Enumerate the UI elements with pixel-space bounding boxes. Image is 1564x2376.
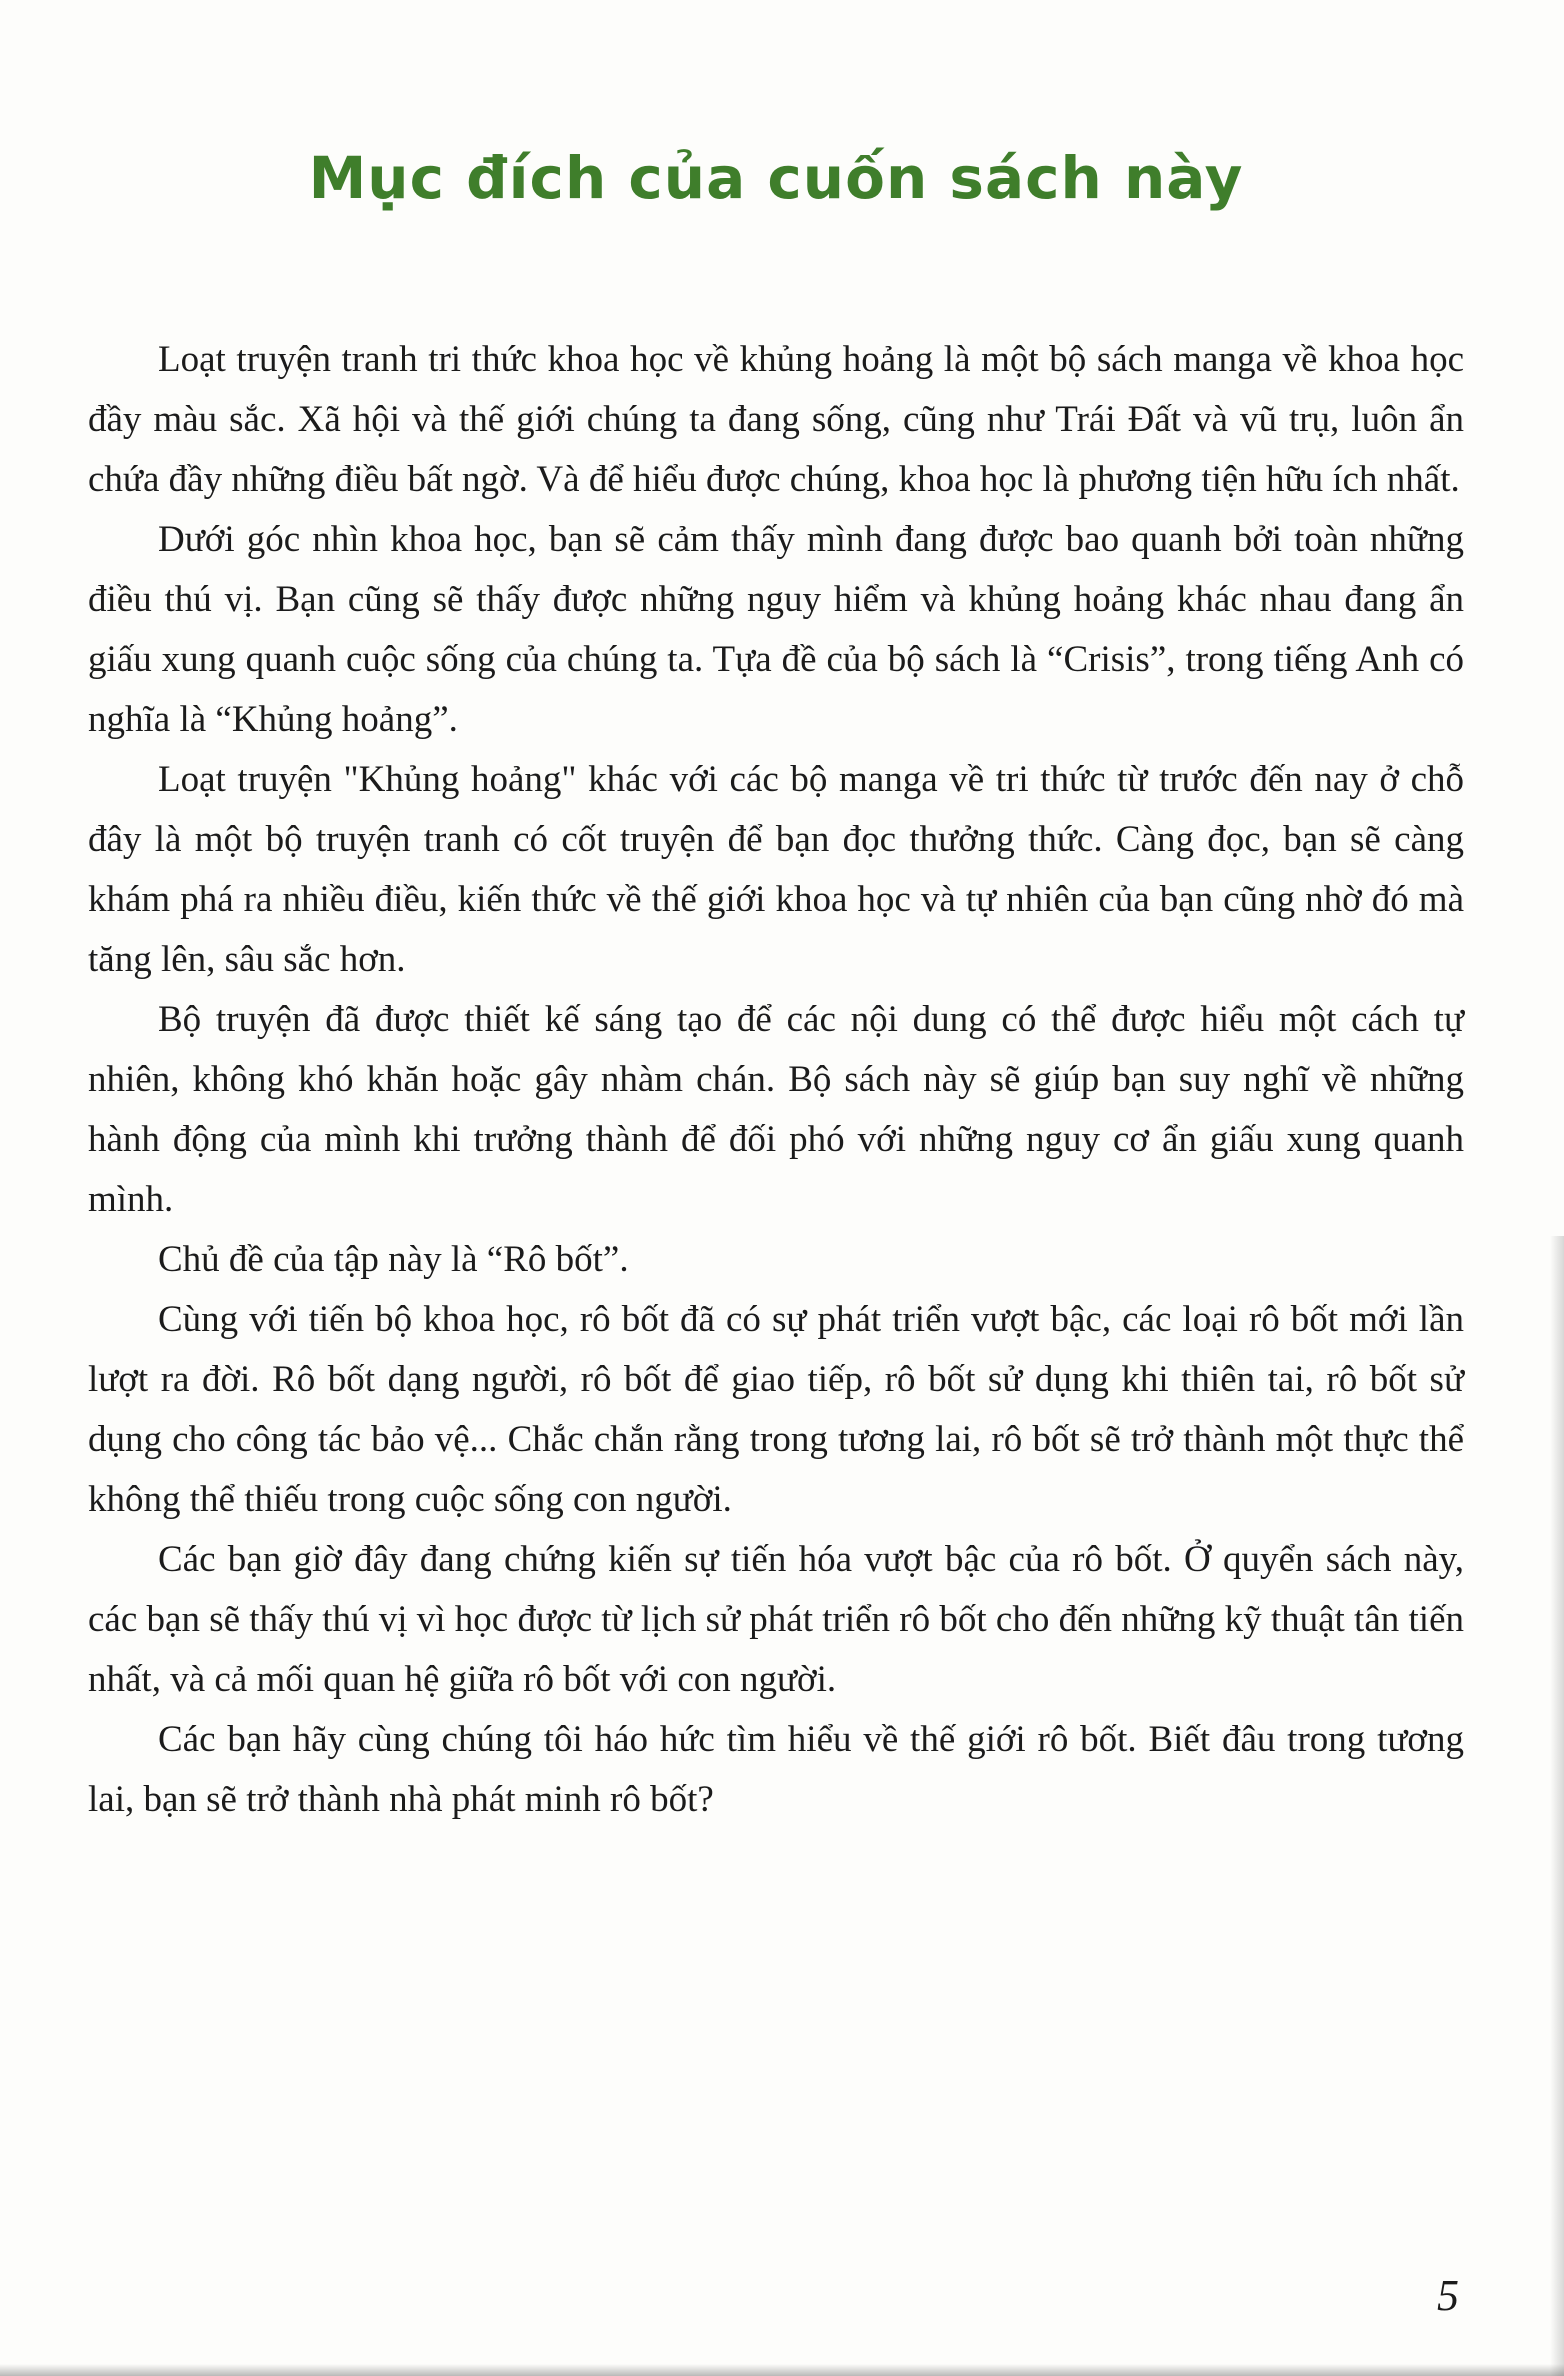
paragraph: Chủ đề của tập này là “Rô bốt”.: [158, 1238, 629, 1280]
paragraph: Loạt truyện "Khủng hoảng" khác với các bộ manga về tri thức từ trước đến nay ở chỗ đây là một bộ truyện tranh có cốt truyện để bạn đọc thưởng thức. Càng đọc, bạn sẽ càng khám phá ra nhiều điều, kiến thức về thế giới khoa học và tự nhiên của bạn cũng nhờ đó mà tăng lên, sâu sắc hơn.: [88, 758, 1464, 980]
paragraph: Dưới góc nhìn khoa học, bạn sẽ cảm thấy mình đang được bao quanh bởi toàn những điều thú vị. Bạn cũng sẽ thấy được những nguy hiểm và khủng hoảng khác nhau đang ẩn giấu xung quanh cuộc sống của chúng ta. Tựa đề của bộ sách là “Crisis”, trong tiếng Anh có nghĩa là “Khủng hoảng”.: [88, 518, 1464, 740]
paragraph: Cùng với tiến bộ khoa học, rô bốt đã có sự phát triển vượt bậc, các loại rô bốt mới lần lượt ra đời. Rô bốt dạng người, rô bốt để giao tiếp, rô bốt sử dụng khi thiên tai, rô bốt sử dụng cho công tác bảo vệ... Chắc chắn rằng trong tương lai, rô bốt sẽ trở thành một thực thể không thể thiếu trong cuộc sống con người.: [88, 1298, 1464, 1520]
page-body: [88, 330, 1464, 1830]
page-number: 5: [1437, 2271, 1459, 2320]
paragraph: Các bạn hãy cùng chúng tôi háo hức tìm hiểu về thế giới rô bốt. Biết đâu trong tương lai, bạn sẽ trở thành nhà phát minh rô bốt?: [88, 1718, 1464, 1820]
page-title: Mục đích của cuốn sách này: [308, 144, 1244, 212]
paragraph: Các bạn giờ đây đang chứng kiến sự tiến hóa vượt bậc của rô bốt. Ở quyển sách này, các bạn sẽ thấy thú vị vì học được từ lịch sử phát triển rô bốt cho đến những kỹ thuật tân tiến nhất, và cả mối quan hệ giữa rô bốt với con người.: [88, 1538, 1464, 1700]
paragraph: Bộ truyện đã được thiết kế sáng tạo để các nội dung có thể được hiểu một cách tự nhiên, không khó khăn hoặc gây nhàm chán. Bộ sách này sẽ giúp bạn suy nghĩ về những hành động của mình khi trưởng thành để đối phó với những nguy cơ ẩn giấu xung quanh mình.: [88, 998, 1464, 1220]
paragraph: Loạt truyện tranh tri thức khoa học về khủng hoảng là một bộ sách manga về khoa học đầy màu sắc. Xã hội và thế giới chúng ta đang sống, cũng như Trái Đất và vũ trụ, luôn ẩn chứa đầy những điều bất ngờ. Và để hiểu được chúng, khoa học là phương tiện hữu ích nhất.: [88, 338, 1464, 500]
